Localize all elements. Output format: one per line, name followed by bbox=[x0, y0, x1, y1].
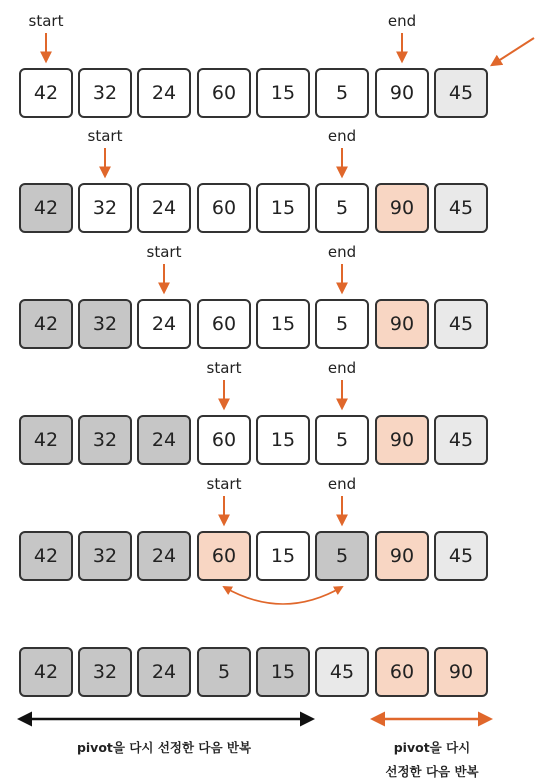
array-cell: 60 bbox=[197, 531, 251, 581]
array-cell: 15 bbox=[256, 299, 310, 349]
array-cell: 15 bbox=[256, 68, 310, 118]
array-cell: 5 bbox=[197, 647, 251, 697]
array-cell: 5 bbox=[315, 415, 369, 465]
array-cell: 5 bbox=[315, 531, 369, 581]
array-cell: 5 bbox=[315, 183, 369, 233]
array-cell: 32 bbox=[78, 299, 132, 349]
array-cell: 45 bbox=[434, 531, 488, 581]
start-pointer-label: start bbox=[87, 127, 123, 145]
array-cell: 90 bbox=[375, 299, 429, 349]
array-cell: 24 bbox=[137, 531, 191, 581]
array-cell: 60 bbox=[375, 647, 429, 697]
array-cell: 60 bbox=[197, 299, 251, 349]
array-cell: 90 bbox=[375, 183, 429, 233]
array-cell: 24 bbox=[137, 647, 191, 697]
array-cell: 45 bbox=[434, 68, 488, 118]
array-cell: 15 bbox=[256, 531, 310, 581]
array-cell: 42 bbox=[19, 647, 73, 697]
start-pointer-label: start bbox=[206, 359, 242, 377]
array-cell: 42 bbox=[19, 415, 73, 465]
array-cell: 15 bbox=[256, 183, 310, 233]
array-cell: 90 bbox=[375, 415, 429, 465]
end-pointer-label: end bbox=[327, 359, 357, 377]
array-cell: 24 bbox=[137, 415, 191, 465]
array-cell: 60 bbox=[197, 183, 251, 233]
array-cell: 60 bbox=[197, 68, 251, 118]
array-cell: 32 bbox=[78, 531, 132, 581]
start-pointer-label: start bbox=[28, 12, 64, 30]
right-range-caption-line1: pivot을 다시 bbox=[393, 740, 471, 755]
array-cell: 42 bbox=[19, 299, 73, 349]
end-pointer-label: end bbox=[327, 243, 357, 261]
start-pointer-label: start bbox=[146, 243, 182, 261]
left-range-caption: pivot을 다시 선정한 다음 반복 bbox=[76, 740, 252, 755]
array-cell: 90 bbox=[434, 647, 488, 697]
array-cell: 32 bbox=[78, 68, 132, 118]
array-cell: 60 bbox=[197, 415, 251, 465]
array-cell: 15 bbox=[256, 415, 310, 465]
array-cell: 24 bbox=[137, 68, 191, 118]
right-range-caption-line2: 선정한 다음 반복 bbox=[385, 764, 479, 779]
array-cell: 5 bbox=[315, 68, 369, 118]
end-pointer-label: end bbox=[327, 127, 357, 145]
end-pointer-label: end bbox=[387, 12, 417, 30]
array-cell: 5 bbox=[315, 299, 369, 349]
array-cell: 90 bbox=[375, 531, 429, 581]
array-cell: 32 bbox=[78, 647, 132, 697]
array-cell: 42 bbox=[19, 183, 73, 233]
array-cell: 90 bbox=[375, 68, 429, 118]
array-cell: 45 bbox=[434, 299, 488, 349]
array-cell: 45 bbox=[434, 183, 488, 233]
array-cell: 32 bbox=[78, 415, 132, 465]
array-cell: 15 bbox=[256, 647, 310, 697]
array-cell: 42 bbox=[19, 531, 73, 581]
pivot-arrow-icon bbox=[492, 38, 534, 65]
array-cell: 24 bbox=[137, 299, 191, 349]
swap-curve-icon bbox=[224, 587, 342, 604]
array-cell: 42 bbox=[19, 68, 73, 118]
array-cell: 45 bbox=[434, 415, 488, 465]
array-cell: 32 bbox=[78, 183, 132, 233]
array-cell: 45 bbox=[315, 647, 369, 697]
start-pointer-label: start bbox=[206, 475, 242, 493]
array-cell: 24 bbox=[137, 183, 191, 233]
end-pointer-label: end bbox=[327, 475, 357, 493]
